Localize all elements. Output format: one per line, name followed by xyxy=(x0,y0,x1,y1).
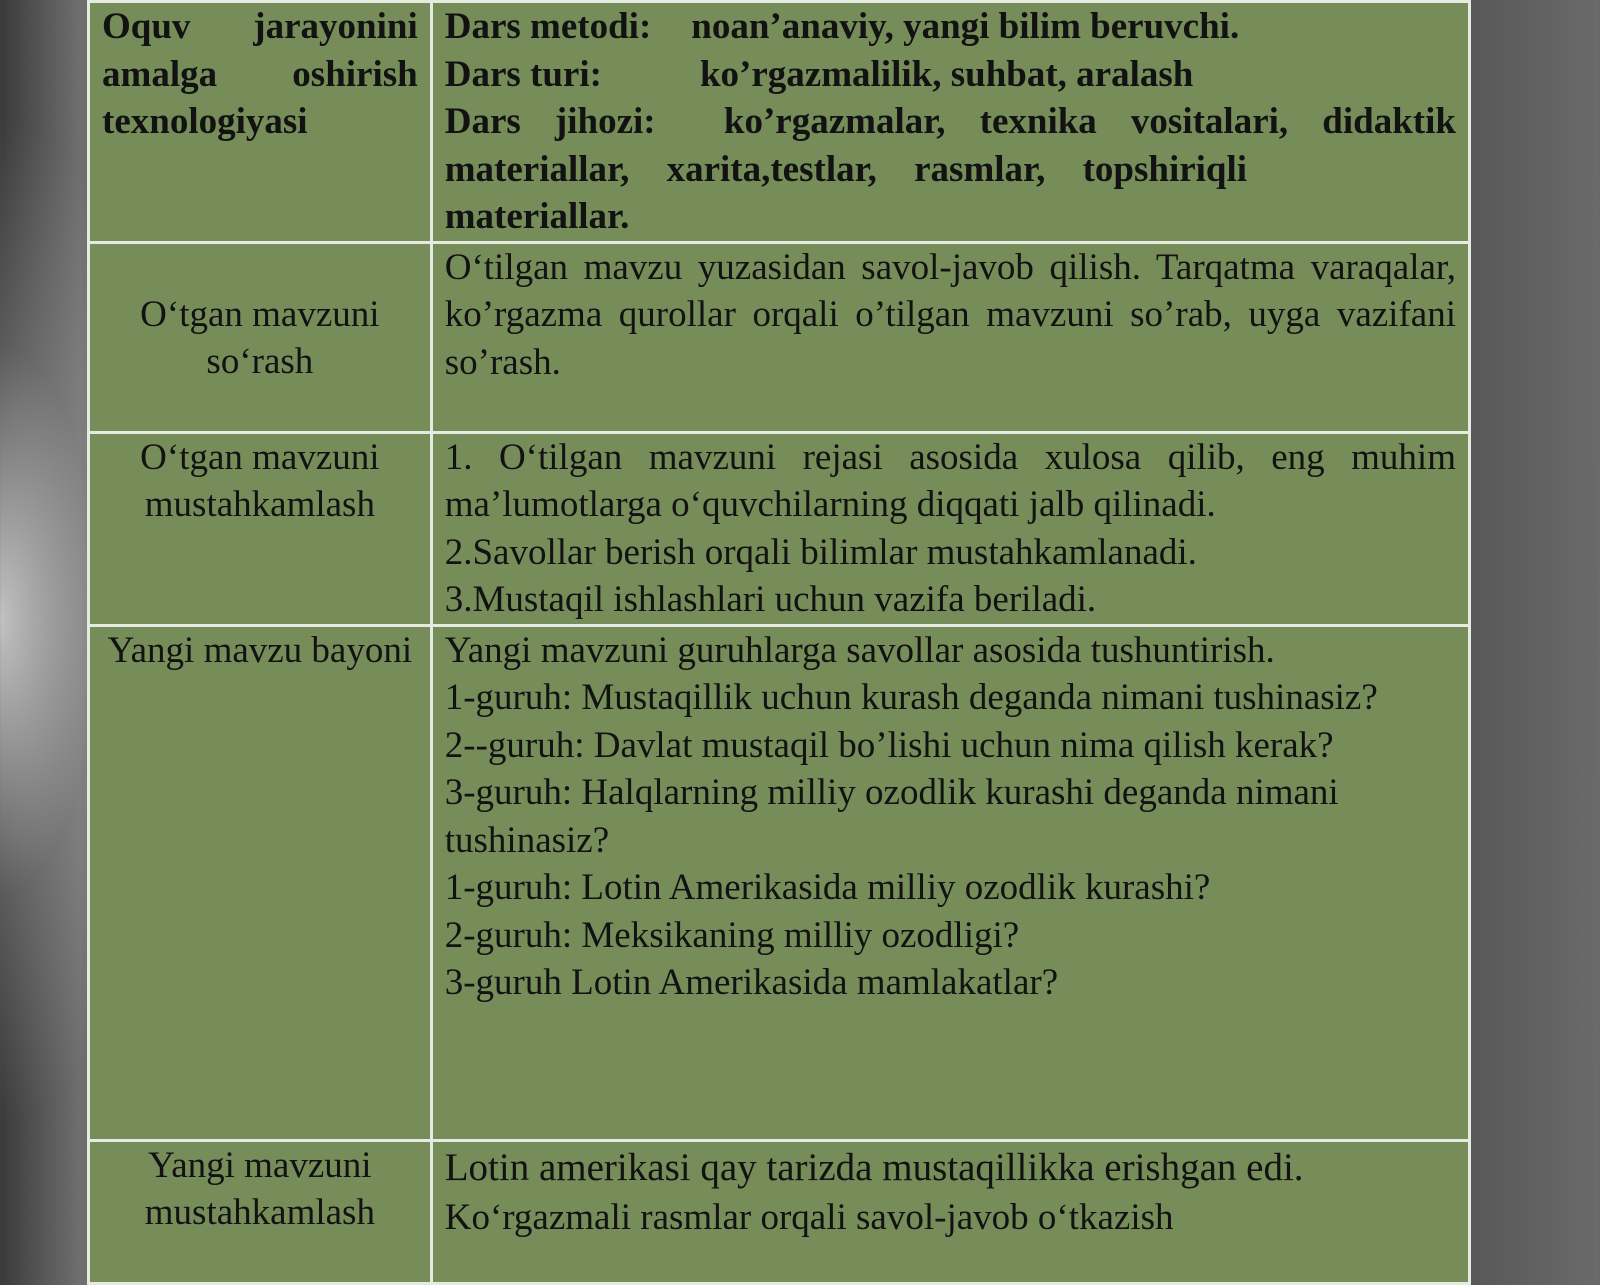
cell-line: O‘tgan mavzuni xyxy=(140,436,380,478)
step-item: 1. O‘tilgan mavzuni rejasi asosida xulosa qilib, eng muhim ma’lumotlarga o‘quvchilarning diqqati jalb qilinadi. xyxy=(444,436,1456,525)
method-value: noan’anaviy, yangi bilim beruvchi. xyxy=(691,6,1240,47)
step-item: 2.Savollar berish orqali bilimlar mustahkamlanadi. xyxy=(444,531,1197,573)
question-intro: Yangi mavzuni guruhlarga savollar asosida tushuntirish. xyxy=(444,629,1275,671)
method-label: Dars metodi: xyxy=(444,6,652,47)
group-question: 3-guruh Lotin Amerikasida mamlakatlar? xyxy=(444,962,1059,1003)
review-description: O‘tilgan mavzu yuzasidan savol-javob qilish. Tarqatma varaqalar, ko’rgazma qurollar orqali o’tilgan mavzuni so’rab, uyga vazifani so’rash. xyxy=(431,242,1469,432)
cell-line: texnologiyasi xyxy=(102,101,308,142)
cell-line: Yangi mavzu bayoni xyxy=(107,629,413,671)
group-question: 2--guruh: Davlat mustaqil bo’lishi uchun nima qilish kerak? xyxy=(444,724,1334,766)
equipment-value: ko’rgazmalar, texnika vositalari, didaktik xyxy=(723,101,1456,142)
table-row xyxy=(89,242,1470,432)
lesson-plan-table xyxy=(87,0,1471,1285)
type-value: ko’rgazmalilik, suhbat, aralash xyxy=(699,53,1194,95)
reinforce-activity: Ko‘rgazmali rasmlar orqali savol-javob o‘tkazish xyxy=(444,1196,1174,1238)
reinforce-question: Lotin amerikasi qay tarizda mustaqillikka erishgan edi. xyxy=(444,1145,1304,1189)
cell-line: O‘tgan mavzuni xyxy=(140,293,380,335)
cell-line: so‘rash xyxy=(206,341,314,382)
lesson-method xyxy=(445,3,1456,51)
group-question: 1-guruh: Lotin Amerikasida milliy ozodlik kurashi? xyxy=(444,867,1211,908)
group-question: 2-guruh: Meksikaning milliy ozodligi? xyxy=(444,914,1020,956)
equipment-value-line: materiallar. xyxy=(444,196,630,237)
lesson-type xyxy=(445,51,1456,99)
lesson-equipment xyxy=(445,98,1456,146)
step-item: 3.Mustaqil ishlashlari uchun vazifa beriladi. xyxy=(444,579,1097,620)
row-header-review xyxy=(89,242,432,432)
table-row xyxy=(89,625,1470,1140)
cell-line: mustahkamlash xyxy=(144,484,375,525)
lesson-details-cell xyxy=(431,2,1469,243)
table-row xyxy=(89,432,1470,625)
table-row xyxy=(89,1140,1470,1283)
cell-line: Yangi mavzuni xyxy=(148,1144,372,1186)
row-header-technology xyxy=(89,2,432,243)
table-row xyxy=(89,2,1470,243)
cell-line: Oquv jarayonini xyxy=(102,6,418,47)
equipment-value-line: materiallar, xarita,testlar, rasmlar, topshiriqli xyxy=(444,148,1248,190)
cell-line: mustahkamlash xyxy=(144,1192,375,1233)
reinforce-new-content xyxy=(431,1140,1469,1283)
group-question: 1-guruh: Mustaqillik uchun kurash deganda nimani tushinasiz? xyxy=(444,677,1378,718)
cell-line: amalga oshirish xyxy=(102,53,418,95)
row-header-reinforce-previous xyxy=(89,432,432,625)
row-header-new-topic xyxy=(89,625,432,1140)
row-header-reinforce-new xyxy=(89,1140,432,1283)
type-label: Dars turi: xyxy=(444,53,602,95)
group-question: 3-guruh: Halqlarning milliy ozodlik kurashi deganda nimani tushinasiz? xyxy=(444,772,1339,861)
reinforce-previous-steps xyxy=(431,432,1469,625)
new-topic-questions xyxy=(431,625,1469,1140)
equipment-label: Dars jihozi: xyxy=(444,101,656,142)
